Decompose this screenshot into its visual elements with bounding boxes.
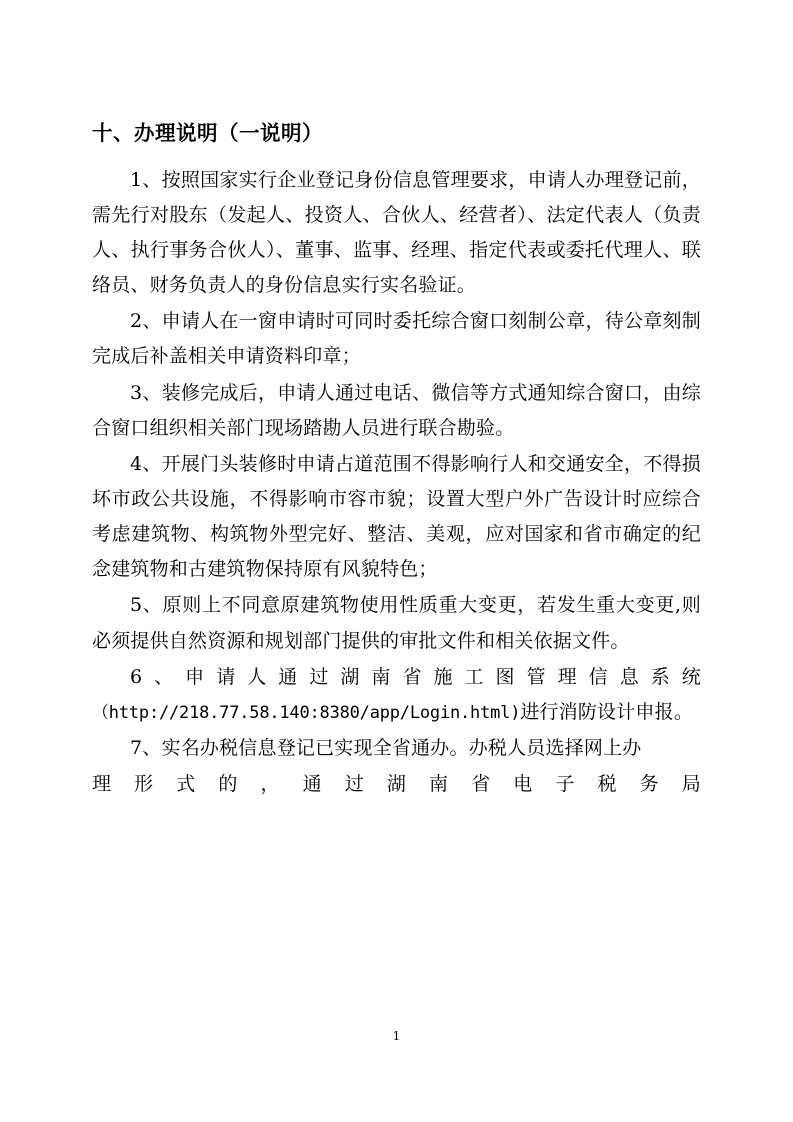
paragraph-item-6-line1: 6、申请人通过湖南省施工图管理信息系统 [130,665,701,688]
paragraph-item-7-line1: 7、实名办税信息登记已实现全省通办。办税人员选择网上办 [130,737,642,759]
paragraph-item-6-continuation [92,695,701,730]
paragraph-item-5: 5、原则上不同意原建筑物使用性质重大变更，若发生重大变更,则必须提供自然资源和规划部门提供的审批文件和相关依据文件。 [92,594,701,652]
paragraph-item-4: 4、开展门头装修时申请占道范围不得影响行人和交通安全，不得损坏市政公共设施，不得影响市容市貌；设置大型户外广告设计时应综合考虑建筑物、构筑物外型完好、整洁、美观，应对国家和省市确定的纪念建筑物和古建筑物保持原有风貌特色； [92,452,701,581]
paragraph-item-3: 3、装修完成后，申请人通过电话、微信等方式通知综合窗口，由综合窗口组织相关部门现场踏勘人员进行联合勘验。 [92,381,701,439]
paragraph-item-7-line2: 理形式的，通过湖南省电子税务局 [92,773,701,796]
system-url: （http://218.77.58.140:8380/app/Login.html) [92,702,521,723]
paragraph-item-2: 2、申请人在一窗申请时可同时委托综合窗口刻制公章，待公章刻制完成后补盖相关申请资料印章； [92,310,701,368]
paragraph-item-6-tail: 进行消防设计申报。 [520,700,694,723]
page-number: 1 [392,1028,401,1043]
paragraph-item-1: 1、按照国家实行企业登记身份信息管理要求，申请人办理登记前，需先行对股东（发起人、投资人、合伙人、经营者）、法定代表人（负责人、执行事务合伙人）、董事、监事、经理、指定代表或委托代理人、联络员、财务负责人的身份信息实行实名验证。 [92,168,701,297]
page-title: 十、办理说明（一说明） [92,121,323,145]
